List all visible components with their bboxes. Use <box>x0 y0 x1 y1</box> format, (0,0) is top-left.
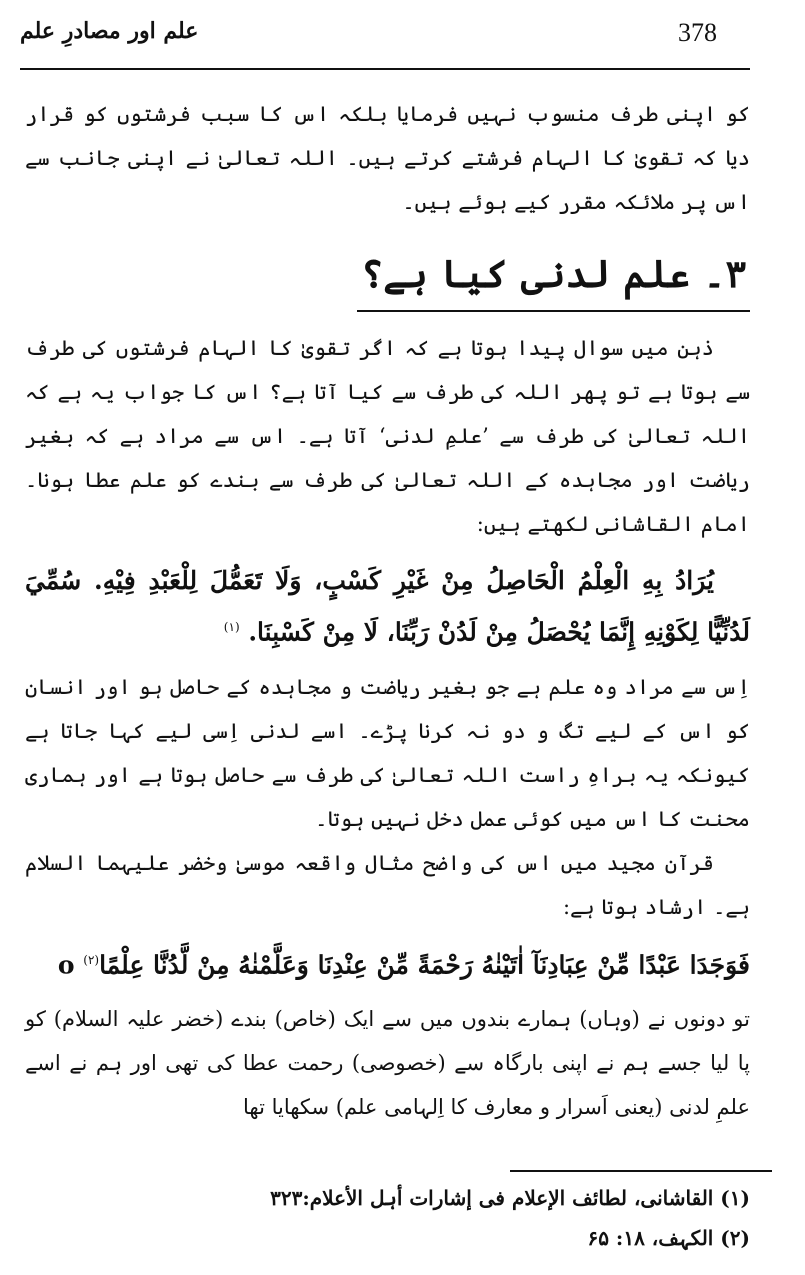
footnote-ref-1: (۱) <box>223 620 240 634</box>
quran-verse <box>25 937 750 988</box>
footnote-rule <box>510 1170 772 1172</box>
section-heading: ۳۔ علم لدنی کیا ہے؟ <box>357 242 750 312</box>
paragraph-2: ذہن میں سوال پیدا ہوتا ہے کہ اگر تقویٰ کا الہام فرشتوں کی طرف سے ہوتا ہے تو پھر اللہ کی طرف سے کیا آتا ہے؟ اس کا جواب یہ ہے کہ اللہ تعالیٰ کی طرف سے ’علمِ لدنی‘ آتا ہے۔ اس سے مراد ہے کہ بغیر ریاضت اور مجاہدہ کے اللہ تعالیٰ کی طرف سے بندے کو علم عطا ہونا۔ امام القاشانی لکھتے ہیں: <box>25 336 750 536</box>
paragraph-4: قرآن مجید میں اس کی واضح مثال واقعہ موسیٰ وخضر علیہما السلام ہے۔ ارشاد ہوتا ہے: <box>25 851 750 920</box>
header-rule <box>20 68 750 70</box>
page-number: 378 <box>678 18 717 47</box>
arabic-quote <box>25 558 750 655</box>
paragraph-5: تو دونوں نے (وہاں) ہمارے بندوں میں سے ایک (خاص) بندے (خضر علیہ السلام) کو پا لیا جسے ہم نے اپنی بارگاہ سے (خصوصی) رحمت عطا کی تھی اور ہم نے اسے علمِ لدنی (یعنی اَسرار و معارف کا اِلہامی علم) سکھایا تھا <box>25 1006 750 1119</box>
footnote-2: (۲) الکہف، ۱۸: ۶۵ <box>587 1226 750 1250</box>
verse-end-mark: o <box>57 950 75 980</box>
quran-verse-text: فَوَجَدَا عَبْدًا مِّنْ عِبَادِنَآ اٰتَيْنٰهُ رَحْمَةً مِّنْ عِنْدِنَا وَعَلَّمْنٰهُ مِنْ لَّدُنَّا عِلْمًا <box>99 950 750 980</box>
paragraph-1: کو اپنی طرف منسوب نہیں فرمایا بلکہ اس کا سبب فرشتوں کو قرار دیا کہ تقویٰ کا الہام فرشتے کرتے ہیں۔ اللہ تعالیٰ نے اپنی جانب سے اس پر ملائکہ مقرر کیے ہوئے ہیں۔ <box>25 102 750 214</box>
footnote-ref-2: (۲) <box>83 953 100 968</box>
running-title: علم اور مصادرِ علم <box>20 18 199 44</box>
section-heading-wrap <box>25 242 750 312</box>
page-body <box>25 92 750 1129</box>
footnote-1: (۱) القاشانی، لطائف الإعلام فی إشارات أہل الأعلام:۳۲۳ <box>270 1186 750 1210</box>
paragraph-3: اِس سے مراد وہ علم ہے جو بغیر ریاضت و مجاہدہ کے حاصل ہو اور انسان کو اس کے لیے تگ و دو نہ کرنا پڑے۔ اسے لدنی اِسی لیے کہا جاتا ہے کیونکہ یہ براہِ راست اللہ تعالیٰ کی طرف سے حاصل ہوتا ہے اور ہماری محنت کا اس میں کوئی عمل دخل نہیں ہوتا۔ <box>25 675 750 832</box>
footnotes <box>25 1178 750 1258</box>
arabic-quote-text: يُرَادُ بِهِ الْعِلْمُ الْحَاصِلُ مِنْ غَيْرِ كَسْبٍ، وَلَا تَعَمُّلَ لِلْعَبْدِ فِيْهِ. سُمِّيَ لَدُنِّيًّا لِكَوْنِهِ إِنَّمَا يُحْصَلُ مِنْ لَدُنْ رَبِّنَا، لَا مِنْ كَسْبِنَا. <box>25 566 750 647</box>
page-header <box>20 18 750 78</box>
